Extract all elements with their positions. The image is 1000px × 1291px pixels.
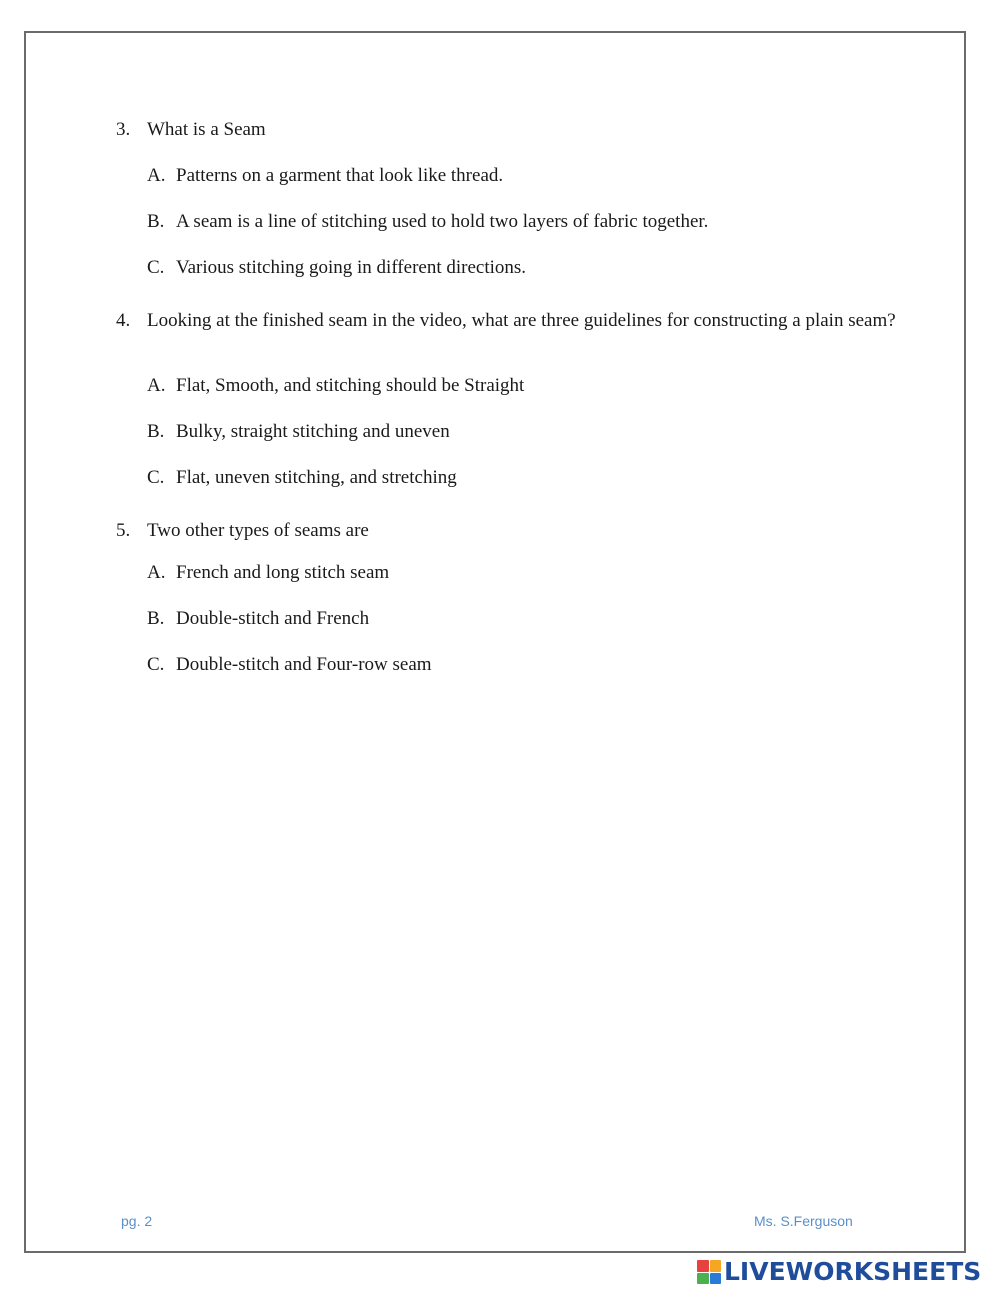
page-number: pg. 2	[121, 1213, 153, 1229]
liveworksheets-logo-icon	[697, 1260, 721, 1284]
logo-tile	[710, 1260, 722, 1272]
option-letter: C.	[147, 257, 165, 278]
logo-tile	[697, 1260, 709, 1272]
logo-tile	[710, 1273, 722, 1285]
logo-tile	[697, 1273, 709, 1285]
option-text: Flat, uneven stitching, and stretching	[176, 467, 457, 488]
question-number: 4.	[116, 310, 131, 331]
option-letter: B.	[147, 421, 165, 442]
option-letter: B.	[147, 608, 165, 629]
question-4	[116, 309, 896, 332]
option-text: Double-stitch and French	[176, 608, 370, 629]
option-text: Double-stitch and Four-row seam	[176, 654, 432, 675]
question-number: 5.	[116, 520, 131, 541]
question-5-option-a[interactable]	[147, 561, 389, 584]
option-letter: C.	[147, 654, 165, 675]
question-4-option-b[interactable]	[147, 420, 450, 443]
question-3-option-a[interactable]	[147, 164, 503, 187]
option-text: A seam is a line of stitching used to hold two layers of fabric together.	[176, 211, 709, 232]
question-4-option-c[interactable]	[147, 466, 457, 489]
option-letter: A.	[147, 165, 166, 186]
question-5-option-b[interactable]	[147, 607, 369, 630]
question-number: 3.	[116, 119, 131, 140]
option-text: Flat, Smooth, and stitching should be Straight	[176, 375, 525, 396]
question-3	[116, 118, 896, 141]
option-letter: A.	[147, 375, 166, 396]
option-letter: C.	[147, 467, 165, 488]
question-3-option-c[interactable]	[147, 256, 526, 279]
option-letter: A.	[147, 562, 166, 583]
option-text: Bulky, straight stitching and uneven	[176, 421, 450, 442]
brand-name: LIVEWORKSHEETS	[724, 1257, 982, 1286]
question-3-option-b[interactable]	[147, 210, 708, 233]
question-text: Two other types of seams are	[147, 520, 369, 541]
question-4-option-a[interactable]	[147, 374, 524, 397]
option-text: Various stitching going in different directions.	[176, 257, 527, 278]
question-5-option-c[interactable]	[147, 653, 432, 676]
option-text: French and long stitch seam	[176, 562, 390, 583]
liveworksheets-brand	[697, 1257, 981, 1287]
option-letter: B.	[147, 211, 165, 232]
question-text: What is a Seam	[147, 119, 266, 140]
option-text: Patterns on a garment that look like thread.	[176, 165, 504, 186]
question-5	[116, 519, 896, 542]
author-name: Ms. S.Ferguson	[754, 1213, 853, 1229]
question-text: Looking at the finished seam in the video, what are three guidelines for constructing a plain seam?	[147, 310, 896, 331]
